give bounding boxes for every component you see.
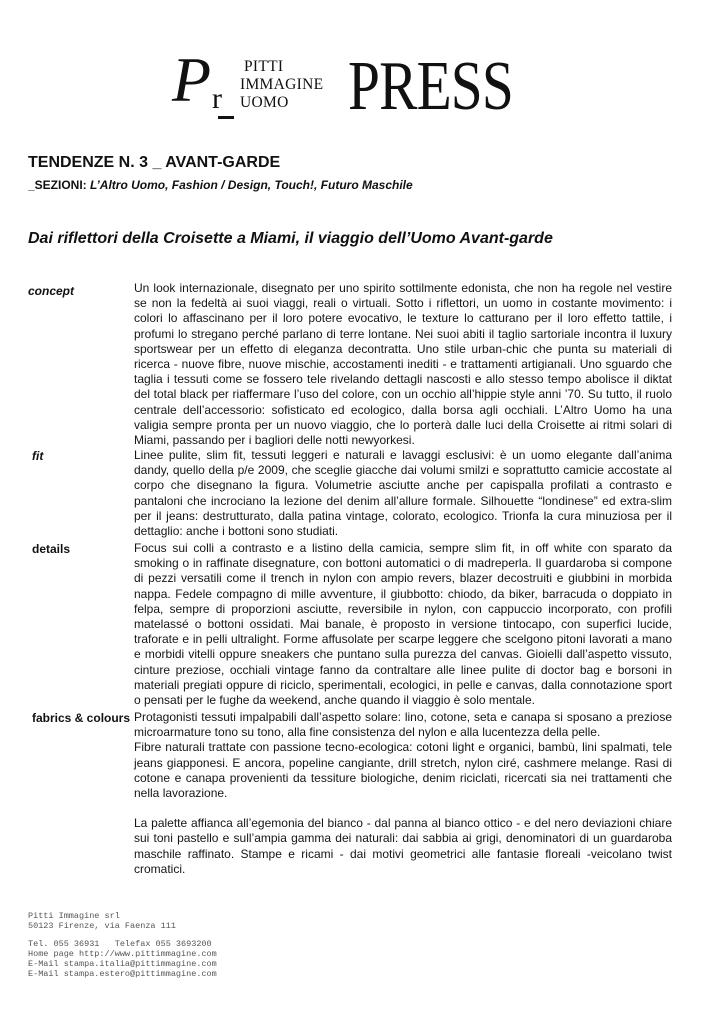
logo-word-uomo: UOMO [240,94,289,111]
logo-wordmark [240,58,323,112]
section-label-fit: fit [32,449,44,463]
footer-email-italia: E-Mail stampa.italia@pittimmagine.com [28,959,217,969]
paragraph: Focus sui colli a contrasto e a listino della camicia, sempre slim fit, in off white con sparato da smoking o in raffinate disegnature, con bottoni automatici o di madreperla. Il guardaroba si compone di pezzi versatili come il trench in nylon con ampio revers, blazer decostruiti e giubbini in morbida nappa. Fedele compagno di mille avventure, il giubbotto: chiodo, da biker, barracuda o doppiato in felpa, sempre di proporzioni asciutte, reversibile in nylon, con cappuccio incorporato, con profili matelassé o bottoni ossidati. Mai banale, è proposto in versione tintocapo, con superfici lucide, traforate e in pelli ultralight. Forme affusolate per scarpe leggere che scelgono pitoni lavorati a mano e morbidi vitelli oppure sneakers che puntano sulla purezza del canvas. Gioielli dall’aspetto vissuto, cinture preziose, occhiali vintage fanno da contraltare alle linee pulite di doctor bag e borsoni in materiali pregiati oppure di riciclo, sperimentali, ecologici, in pelle e canvas, dalla connotazione sport o pensati per le fughe da weekend, anche quando il viaggio è solo mentale. [134,541,672,708]
section-text-details [134,541,672,708]
paragraph: Linee pulite, slim fit, tessuti leggeri e naturali e lavaggi esclusivi: è un uomo elegante dall’anima dandy, quello della p/e 2009, che sceglie giacche dai volumi smilzi e soprattutto camicie accostate al corpo che disegnano la figura. Volumetrie asciutte anche per capispalla profilati a contrasto e pantaloni che incrociano la lezione del denim all’allure formale. Silhouette “londinese” ed extra-slim per il jeans: destrutturato, dalla patina vintage, colorato, ecologico. Trionfa la cura minuziosa per il dettaglio: anche i bottoni sono studiati. [134,448,672,539]
paragraph: Fibre naturali trattate con passione tecno-ecologica: cotoni light e organici, bambù, lini spalmati, tele jeans giapponesi. E ancora, popeline cangiante, drill stretch, nylon ciré, cashmere melange. Rasi di cotone e canapa provenienti da tessiture biologiche, denim riciclati, ricercati sia nei trattamenti che nella lavorazione. [134,740,672,801]
logo-word-immagine: IMMAGINE [240,76,324,93]
footer-company: Pitti Immagine srl [28,911,120,921]
section-label-concept: concept [28,284,75,298]
document-title: TENDENZE N. 3 _ AVANT-GARDE [28,154,281,171]
section-text-fit [134,448,672,539]
pr-monogram [172,44,234,124]
logo-word-pitti: PITTI [244,58,284,75]
paragraph: La palette affianca all’egemonia del bianco - dal panna al bianco ottico - e del nero deviazioni chiare sui toni pastello e sull’ampia gamma dei naturali: dai sabbia ai grigi, denominatori di un guardaroba maschile raffinato. Stampe e ricami - dai motivi geometrici alle fantasie floreali -veicolano twist cromatici. [134,816,672,876]
footer-email-estero: E-Mail stampa.estero@pittimmagine.com [28,969,217,979]
sections-list: L’Altro Uomo, Fashion / Design, Touch!, Futuro Maschile [90,178,413,192]
monogram-p: P [172,44,212,115]
section-text-fabrics-colours [134,710,672,877]
headline: Dai riflettori della Croisette a Miami, il viaggio dell’Uomo Avant-garde [28,230,553,247]
section-text-concept [134,281,672,448]
footer-contacts [28,911,217,979]
footer-homepage: Home page http://www.pittimmagine.com [28,949,217,959]
sections-prefix: _SEZIONI: [28,178,91,192]
section-label-fabrics-colours: fabrics & colours [32,711,131,725]
section-label-details: details [32,542,71,556]
paragraph: Un look internazionale, disegnato per uno spirito sottilmente edonista, che non ha regole nel vestire se non la fedeltà ai suoi viaggi, reali o virtuali. Sotto i riflettori, un uomo in costante movimento: i colori lo affascinano per il loro potere evocativo, le texture lo catturano per il loro effetto tattile, i profumi lo stregano perché parlano di terre lontane. Nei suoi abiti il taglio sartoriale incontra il luxury sportswear per un effetto di eleganza decontratta. Uno stile urban-chic che punta su materiali di ricerca - nuove fibre, nuove mischie, accostamenti inediti - e trattamenti artigianali. Uno sguardo che taglia i tessuti come se fossero tele rivelando dettagli nascosti e allo stesso tempo abolisce il diktat del total black per riaffermare l’uso del colore, con un occhio all’hippie style anni ’70. Su tutto, il ruolo centrale dell’accessorio: sofisticato ed ecologico, dalla borsa agli occhiali. L’Altro Uomo ha una valigia sempre pronta per un nuovo viaggio, che lo porterà dalle luci della Croisette ai ritmi solari di Miami, passando per i bagliori delle notti newyorkesi. [134,281,672,448]
monogram-underline [218,116,234,119]
paragraph: Protagonisti tessuti impalpabili dall’aspetto solare: lino, cotone, seta e canapa si sposano a preziose microarmature tono su tono, alla fine consistenza del nylon e alla lucentezza della pelle. [134,710,672,740]
footer-phone: Tel. 055 36931 Telefax 055 3693200 [28,939,212,949]
footer-address: 50123 Firenze, via Faenza 111 [28,921,176,931]
pitti-immagine-uomo-press-logo [172,44,532,128]
logo-press: PRESS [348,48,514,125]
sections-line [28,178,413,192]
monogram-r: r [212,82,222,115]
